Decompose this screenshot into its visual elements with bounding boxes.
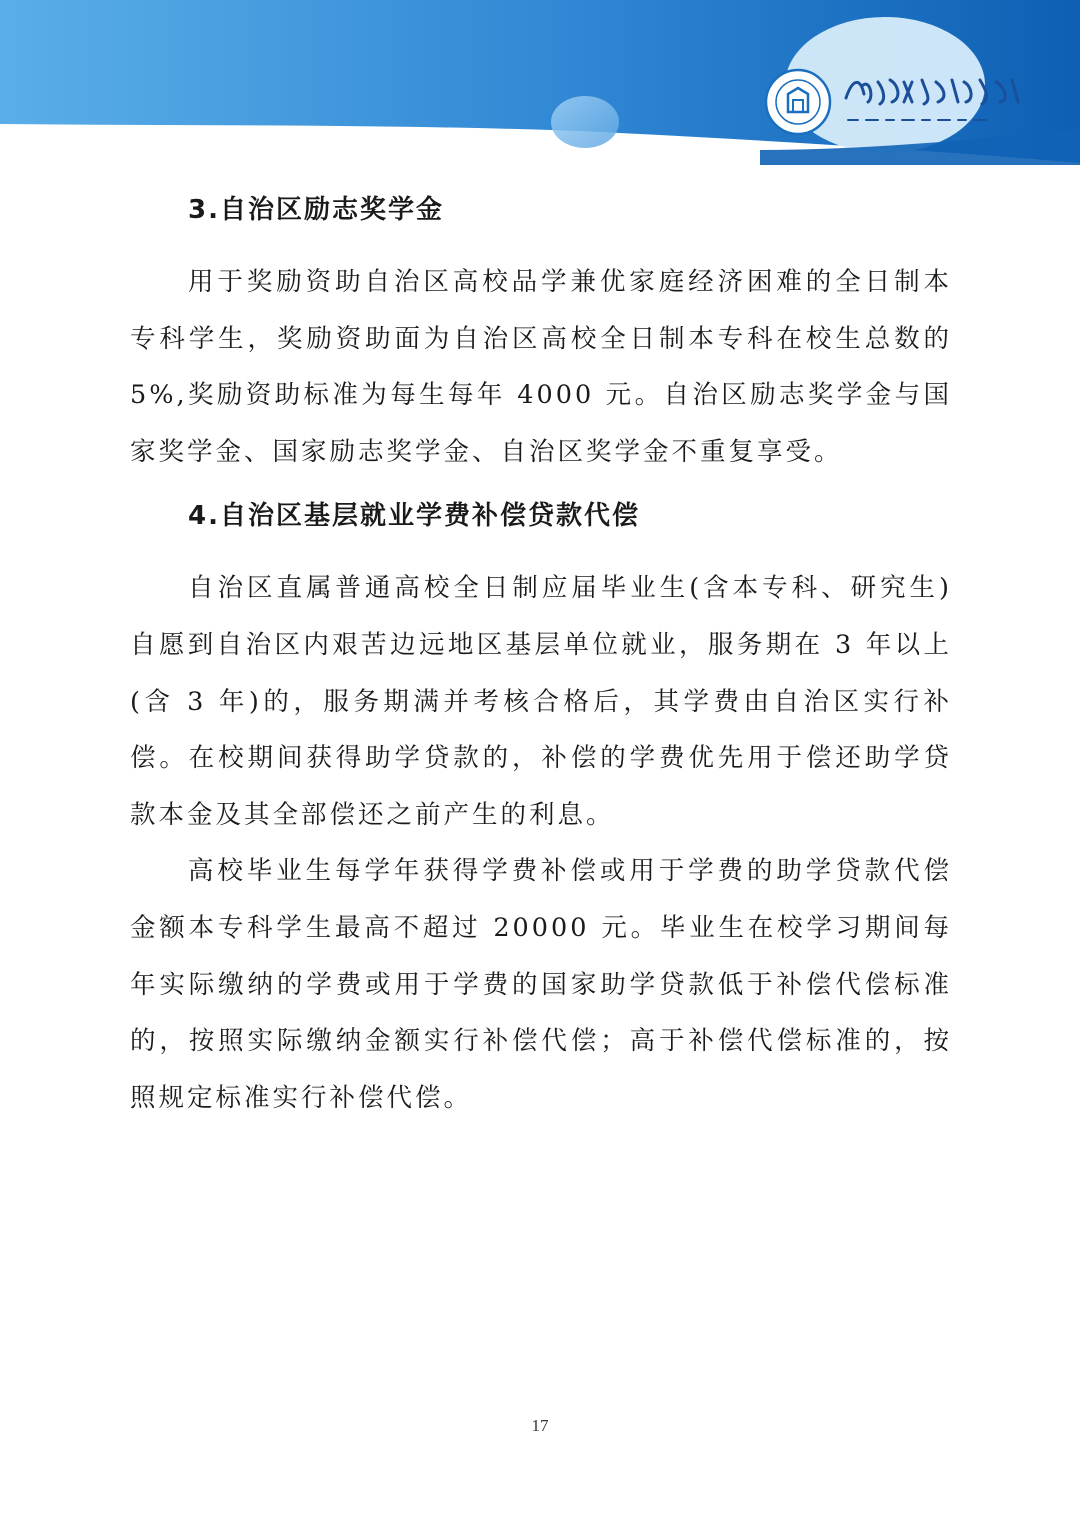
section-3-heading: 3.自治区励志奖学金: [188, 195, 444, 225]
university-name-calligraphy-icon: [840, 68, 1024, 134]
section-4-paragraph-2: 高校毕业生每学年获得学费补偿或用于学费的助学贷款代偿金额本专科学生最高不超过 20000 元。毕业生在校学习期间每年实际缴纳的学费或用于学费的国家助学贷款低于补偿代偿标准的，按照实际缴纳金额实行补偿代偿；高于补偿代偿标准的，按照规定标准实行补偿代偿。: [130, 856, 952, 1113]
document-body: [130, 188, 952, 1126]
section-4-heading: 4.自治区基层就业学费补偿贷款代偿: [188, 501, 640, 532]
page-number: 17: [531, 1416, 549, 1435]
university-seal-icon: [764, 68, 832, 136]
section-3-paragraph: 用于奖励资助自治区高校品学兼优家庭经济困难的全日制本专科学生，奖励资助面为自治区高校全日制本专科在校生总数的5%,奖励资助标准为每生每年 4000 元。自治区励志奖学金与国家奖学金、国家励志奖学金、自治区奖学金不重复享受。: [130, 267, 952, 467]
header-banner: [0, 0, 1080, 165]
university-logo: [764, 66, 1024, 138]
section-4-paragraph-1: 自治区直属普通高校全日制应届毕业生(含本专科、研究生)自愿到自治区内艰苦边远地区基层单位就业，服务期在 3 年以上(含 3 年)的，服务期满并考核合格后，其学费由自治区实行补偿。在校期间获得助学贷款的，补偿的学费优先用于偿还助学贷款本金及其全部偿还之前产生的利息。: [130, 573, 952, 830]
